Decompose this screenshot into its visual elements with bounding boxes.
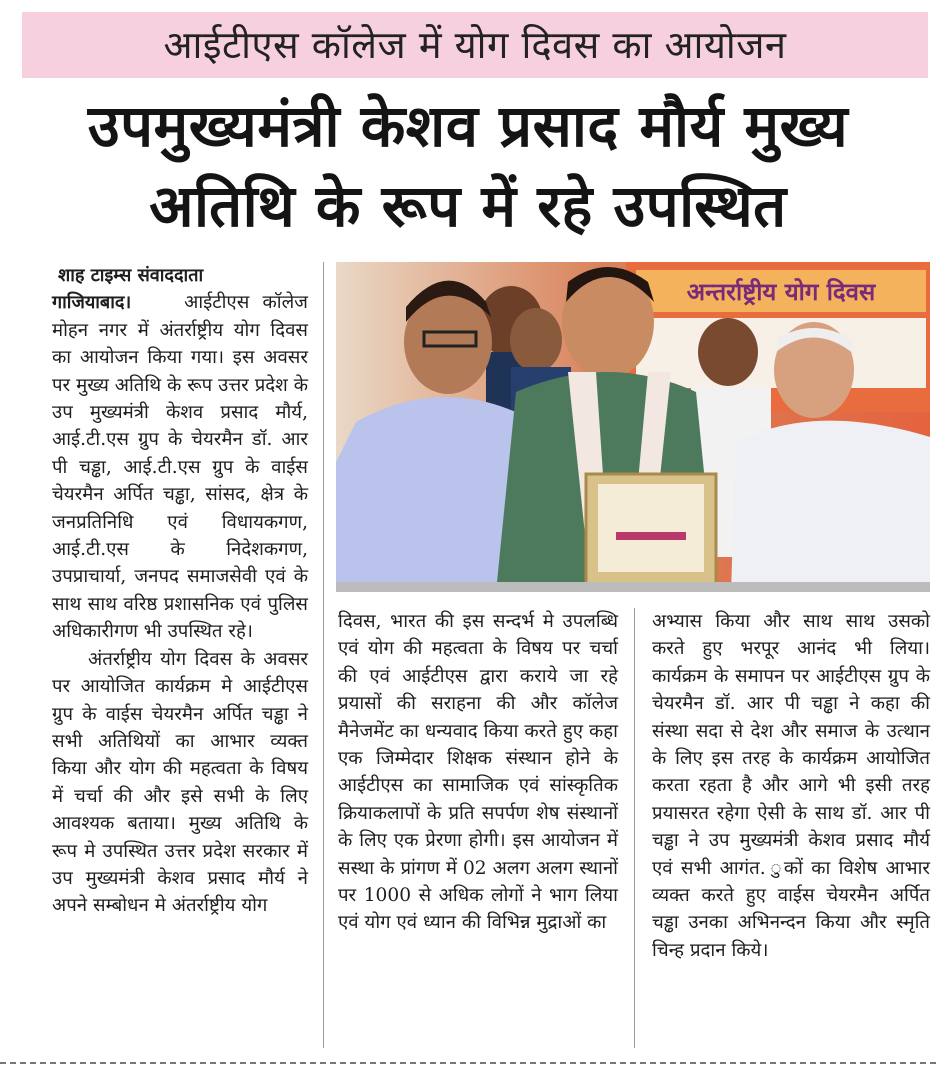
article-column-3 [652,608,930,964]
paragraph-text: आईटीएस कॉलेज मोहन नगर में अंतर्राष्ट्रीय योग दिवस का आयोजन किया गया। इस अवसर पर मुख्य अतिथि के रूप उत्तर प्रदेश के उप मुख्यमंत्री केशव प्रसाद मौर्य, आई.टी.एस ग्रुप के चेयरमैन डॉ. आर पी चड्ढा, आई.टी.एस ग्रुप के वाईस चेयरमैन अर्पित चड्ढा, सांसद, क्षेत्र के जनप्रतिनिधि एवं विधायकगण, आई.टी.एस के निदेशकगण, उपप्राचार्या, जनपद समाजसेवी एवं के साथ साथ वरिष्ठ प्रशासनिक एवं पुलिस अधिकारीगण भी उपस्थित रहे। [52,292,308,643]
event-photo [336,262,930,592]
byline: शाह टाइम्स संवाददाता [58,265,204,286]
headline [10,86,926,246]
paragraph [52,289,308,645]
headline-line-1: उपमुख्यमंत्री केशव प्रसाद मौर्य मुख्य [87,92,849,160]
paragraph: अभ्यास किया और साथ साथ उसको करते हुए भरपूर आनंद भी लिया। कार्यक्रम के समापन पर आईटीएस ग्रुप के चेयरमैन डॉ. आर पी चड्ढा ने कहा की संस्था सदा से देश और समाज के उत्थान के लिए इस तरह के कार्यक्रम आयोजित करता रहता है और आगे भी इसी तरह प्रयासरत रहेगा ऐसी के साथ डॉ. आर पी चड्ढा ने उप मुख्यमंत्री केशव प्रसाद मौर्य एवं सभी आगंत. ुकों का विशेष आभार व्यक्त करते हुए वाईस चेयरमैन अर्पित चड्ढा उनका अभिनन्दन किया और स्मृति चिन्ह प्रदान किये। [652,611,930,961]
paragraph: दिवस, भारत की इस सन्दर्भ मे उपलब्धि एवं योग की महत्वता के विषय पर चर्चा की एवं आईटीएस द्वारा कराये जा रहे प्रयासों की सराहना की और कॉलेज मैनेजमेंट का धन्यवाद किया करते हुए कहा एक जिम्मेदार शिक्षक संस्थान होने के आईटीएस का सामाजिक एवं सांस्कृतिक क्रियाकलापों के प्रति सपर्पण शेष संस्थानों के लिए एक प्रेरणा होगी। इस आयोजन में सस्था के प्रांगण में 02 अलग अलग स्थानों पर 1000 से अधिक लोगों ने भाग लिया एवं योग एवं ध्यान की विभिन्न मुद्राओं का [338,611,618,934]
column-divider [634,608,635,1048]
kicker-strap: आईटीएस कॉलेज में योग दिवस का आयोजन [22,12,928,78]
dateline: गाजियाबाद। [52,292,132,314]
headline-line-2: अतिथि के रूप में रहे उपस्थित [149,172,787,240]
paragraph: अंतर्राष्ट्रीय योग दिवस के अवसर पर आयोजित कार्यक्रम मे आईटीएस ग्रुप के वाईस चेयरमैन अर्पित चड्ढा ने सभी अतिथियों का आभार व्यक्त किया और योग की महत्वता के विषय में चर्चा की और इसे सभी के लिए आवश्यक बताया। मुख्य अतिथि के रूप मे उपस्थित उत्तर प्रदेश सरकार में उप मुख्यमंत्री केशव प्रसाद मौर्य ने अपने सम्बोधन मे अंतर्राष्ट्रीय योग [52,648,308,917]
article-column-2 [338,608,618,937]
column-divider [323,262,324,1048]
article-column-1 [52,262,308,920]
byline-paragraph [52,262,308,289]
page-bottom-rule [0,1062,936,1064]
photo-banner-text: अन्तर्राष्ट्रीय योग दिवस [686,278,876,306]
